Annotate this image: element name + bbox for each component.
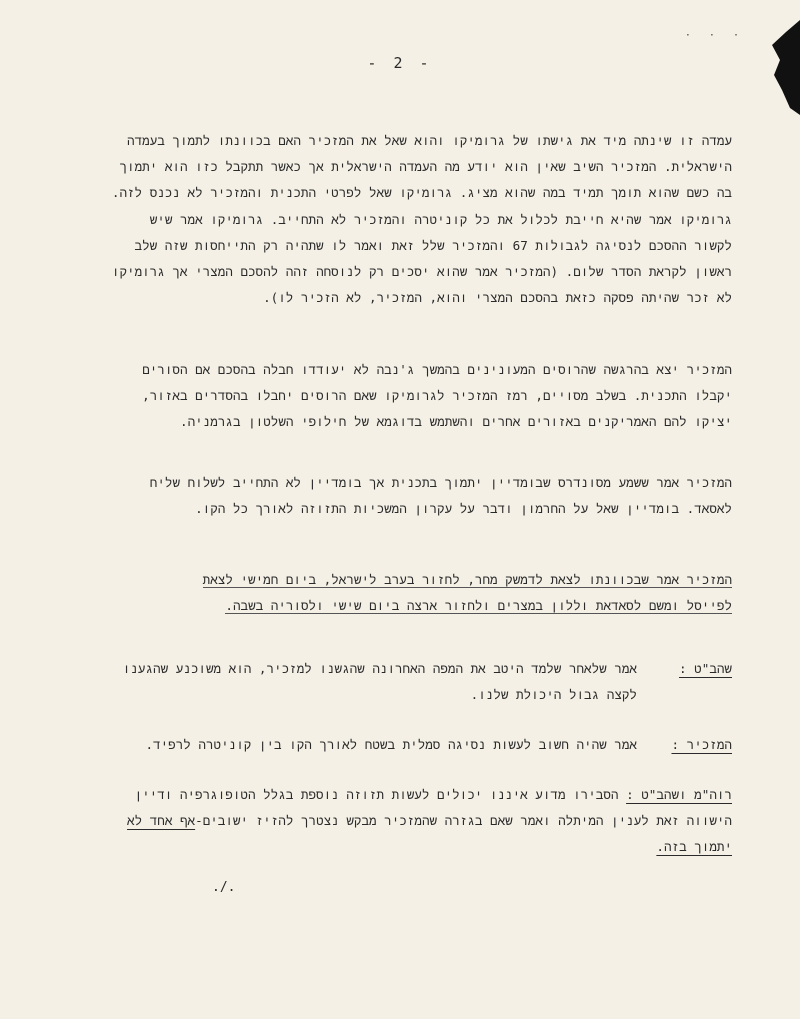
entry-pm-and-fm	[110, 782, 732, 861]
paragraph-russians: המזכיר יצא בהרגשה שהרוסים המעונינים בהמשך ג'נבה לא יעודדו חבלה בהסכם אם הסורים יקבלו התכנית. בשלב מסויים, רמז המזכיר לגרומיקו שאם הרוסים יחבלו בהסדרים באזור, יציקו להם האמריקנים באזורים אחרים והשתמש בדוגמא של חילופי השלטון בגרמניה.	[142, 362, 732, 430]
paragraph-gromyko: עמדה זו שינתה מיד את גישתו של גרומיקו והוא שאל את המזכיר האם בכוונתו לתמוך בעמדה הישראלית. המזכיר השיב שאין הוא יודע מה העמדה הישראלית אך כאשר תתקבל כזו הוא יתמוך בה כשם שהוא תומך תמיד במה שהוא מציג. גרומיקו שאל לפרטי התכנית והמזכיר לא נכנס לזה. גרומיקו אמר שהיא חייבת לכלול את כל קוניטרה והמזכיר לא התחייב. גרומיקו אמר שיש לקשור ההסכם לנסיגה לגבולות 67 והמזכיר שלל זאת ואמר לו שתהיה רק התייחסות שזה שלב ראשון לקראת הסדר שלום. (המזכיר אמר שהוא יסכים רק לנוסחה זהה להסכם המצרי אך גרומיקו לא זכר שהיתה פסקה כזאת בהסכם המצרי והוא, המזכיר, לא הזכיר לו).	[111, 133, 732, 306]
travel-note-line-2: לפייסל ומשם לסאדאת וללון במצרים ולחזור ארצה ביום שישי ולסוריה בשבה.	[225, 598, 732, 614]
entry-emphasis: אף אחד לא יתמוך בזה.	[127, 813, 732, 855]
paragraph-boumediene: המזכיר אמר ששמע מסונדרס שבומדיין יתמוך בתכנית אך בומדיין לא התחייב לשלוח שליח לאסאד. בומדיין שאל על החרמון ודבר על עקרון המשכיות התזוזה לאורך כל הקו.	[149, 475, 732, 517]
entry-foreign-minister	[110, 656, 732, 708]
speaker-label: המזכיר :	[671, 737, 732, 752]
speaker-label: רוה"מ ושהב"ט :	[626, 787, 732, 802]
paragraph-travel-plan	[110, 567, 732, 619]
continuation-mark: ./.	[212, 880, 236, 895]
entry-text: אמר שהיה חשוב לעשות נסיגה סמלית בשטח לאורך הקו בין קוניטרה לרפיד.	[145, 737, 637, 752]
entry-text: הסבירו מדוע איננו יכולים לעשות תזוזה נוספת בגלל הטופוגרפיה ודיין הישווה זאת לענין המיתלה ואמר שאם בגזרה שהמזכיר מבקש נצטרך להזיז ישובים-	[134, 787, 732, 829]
entry-secretary	[110, 732, 732, 758]
entry-text: אמר שלאחר שלמד היטב את המפה האחרונה שהגשנו למזכיר, הוא משוכנע שהגענו לקצה גבול היכולת שלנו.	[122, 661, 637, 703]
speaker-label: שהב"ט :	[679, 661, 732, 676]
travel-note-line-1: המזכיר אמר שבכוונתו לצאת לדמשק מחר, לחזור בערב לישראל, ביום חמישי לצאת	[202, 572, 732, 587]
paper-specks: · · ·	[684, 30, 745, 41]
page-number: - 2 -	[367, 54, 433, 72]
